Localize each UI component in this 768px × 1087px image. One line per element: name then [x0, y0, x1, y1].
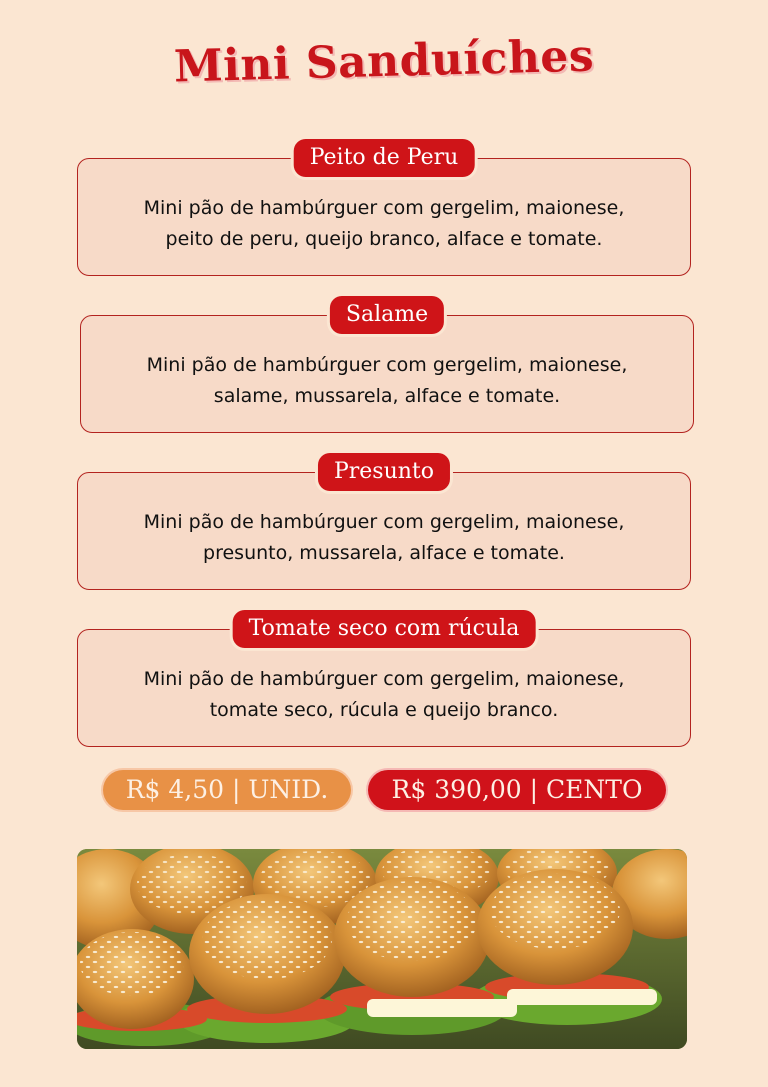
item-description-line: peito de peru, queijo branco, alface e tomate. — [165, 228, 603, 250]
item-description — [98, 507, 670, 569]
price-per-unit: R$ 4,50 | UNID. — [103, 770, 351, 810]
price-per-hundred: R$ 390,00 | CENTO — [368, 770, 666, 810]
item-description-line: Mini pão de hambúrguer com gergelim, maionese, — [143, 197, 625, 219]
item-description — [98, 193, 670, 255]
item-description-line: Mini pão de hambúrguer com gergelim, maionese, — [146, 354, 628, 376]
menu-title: Mini Sanduíches — [173, 30, 595, 93]
menu-item-peito-de-peru — [77, 145, 691, 276]
menu-item-presunto — [77, 459, 691, 590]
item-name-tag: Salame — [330, 296, 444, 334]
item-description-line: Mini pão de hambúrguer com gergelim, maionese, — [143, 511, 625, 533]
item-name-tag: Presunto — [318, 453, 450, 491]
item-description — [98, 664, 670, 726]
sandwich-illustration — [77, 849, 687, 1049]
item-description-line: Mini pão de hambúrguer com gergelim, maionese, — [143, 668, 625, 690]
item-description-line: tomate seco, rúcula e queijo branco. — [209, 699, 559, 721]
item-name-tag: Tomate seco com rúcula — [233, 610, 536, 648]
item-description-line: salame, mussarela, alface e tomate. — [213, 385, 561, 407]
item-description — [101, 350, 673, 412]
sandwich-photo — [77, 849, 687, 1049]
menu-item-tomate-seco — [77, 616, 691, 747]
item-name-tag: Peito de Peru — [294, 139, 475, 177]
item-description-line: presunto, mussarela, alface e tomate. — [203, 542, 565, 564]
menu-item-salame — [80, 302, 694, 433]
